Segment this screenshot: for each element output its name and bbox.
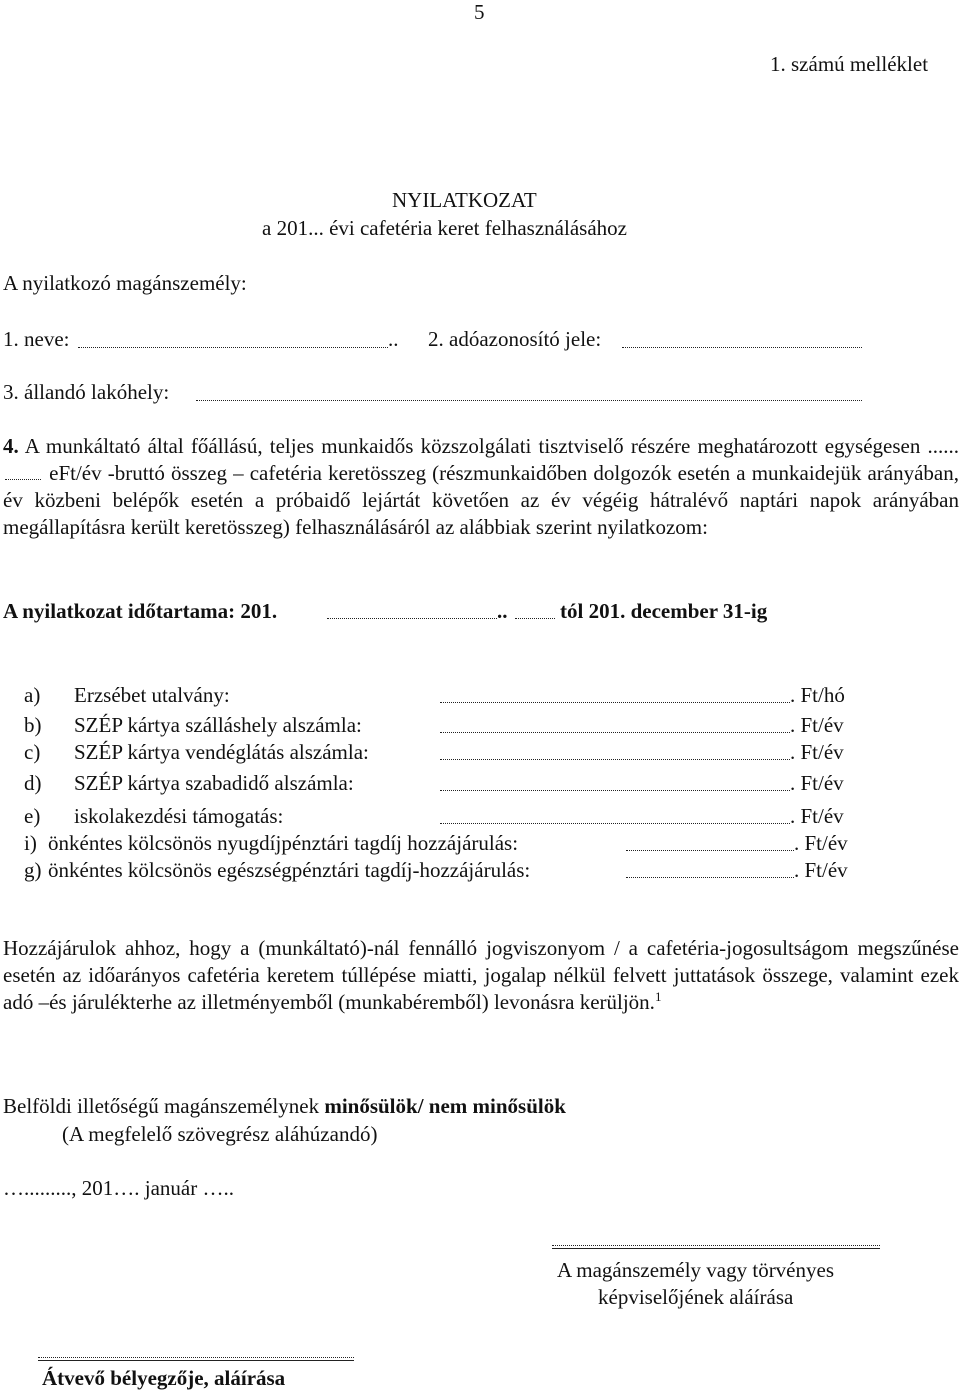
- signature-line-dots: [552, 1245, 880, 1246]
- residency-note: (A megfelelő szövegrész aláhúzandó): [62, 1122, 378, 1146]
- paragraph-text-b: eFt/év -bruttó összeg – cafetéria keretösszeg (részmunkaidőben dolgozók esetén a munkaidejük arányában, év közbeni belépők esetén a próbaidő lejártát követően az év végéig hátralévő naptári napok arányában megállapításra került keretösszeg) felhasználásáról az alábbiak szerint nyilatkozom:: [3, 461, 960, 539]
- item-i-unit: . Ft/év: [794, 831, 848, 855]
- item-b-letter: b): [24, 713, 42, 737]
- amount-field[interactable]: [5, 479, 41, 480]
- item-d-label: SZÉP kártya szabadidő alszámla:: [74, 771, 354, 795]
- name-label: 1. neve:: [3, 327, 70, 351]
- date-line: …........., 201…. január …..: [3, 1176, 234, 1200]
- item-d-amount-field[interactable]: [440, 790, 790, 791]
- item-a-unit: . Ft/hó: [790, 683, 845, 707]
- declarant-label: A nyilatkozó magánszemély:: [3, 271, 247, 295]
- period-mid: ..: [497, 599, 508, 623]
- paragraph-text-a: A munkáltató által főállású, teljes munkaidős közszolgálati tisztviselő részére meghatározott egységesen ......: [24, 434, 960, 458]
- signature-caption-2: képviselőjének aláírása: [598, 1285, 794, 1309]
- signature-line[interactable]: [552, 1248, 880, 1249]
- allowance-paragraph: [3, 433, 959, 541]
- item-e-letter: e): [24, 804, 41, 828]
- item-g-amount-field[interactable]: [626, 877, 794, 878]
- item-a-letter: a): [24, 683, 41, 707]
- item-i-label: önkéntes kölcsönös nyugdíjpénztári tagdíj hozzájárulás:: [48, 831, 519, 855]
- item-b-amount-field[interactable]: [440, 732, 790, 733]
- item-c-amount-field[interactable]: [440, 759, 790, 760]
- item-a-amount-field[interactable]: [440, 702, 790, 703]
- item-e-unit: . Ft/év: [790, 804, 844, 828]
- item-i-letter: i): [24, 831, 37, 855]
- tax-id-field[interactable]: [622, 347, 862, 348]
- residency-line: [3, 1096, 566, 1117]
- name-field[interactable]: [78, 347, 388, 348]
- consent-paragraph: [3, 935, 959, 1016]
- period-start-field[interactable]: [327, 618, 497, 619]
- signature-caption-1: A magánszemély vagy törvényes: [557, 1258, 834, 1282]
- item-g-label: önkéntes kölcsönös egészségpénztári tagdíj-hozzájárulás:: [48, 858, 531, 882]
- item-d-unit: . Ft/év: [790, 771, 844, 795]
- document-title: NYILATKOZAT: [392, 188, 537, 212]
- item-c-unit: . Ft/év: [790, 740, 844, 764]
- item-b-unit: . Ft/év: [790, 713, 844, 737]
- item-b-label: SZÉP kártya szálláshely alszámla:: [74, 713, 362, 737]
- item-a-label: Erzsébet utalvány:: [74, 683, 230, 707]
- receiver-signature-line[interactable]: [38, 1360, 354, 1361]
- item-e-amount-field[interactable]: [440, 823, 790, 824]
- paragraph-number: 4.: [3, 434, 19, 458]
- residency-choice[interactable]: minősülök/ nem minősülök: [324, 1094, 566, 1118]
- residency-text: Belföldi illetőségű magánszemélynek: [3, 1094, 325, 1118]
- name-field-tail: ..: [388, 327, 399, 351]
- item-c-label: SZÉP kártya vendéglátás alszámla:: [74, 740, 369, 764]
- item-g-unit: . Ft/év: [794, 858, 848, 882]
- footnote-marker: 1: [654, 989, 662, 1004]
- period-start-field-2[interactable]: [515, 618, 555, 619]
- receiver-signature-line-dots: [38, 1357, 354, 1358]
- period-tail: tól 201. december 31-ig: [560, 599, 768, 623]
- document-subtitle: a 201... évi cafetéria keret felhasználásához: [262, 216, 627, 240]
- address-field[interactable]: [196, 400, 862, 401]
- item-g-letter: g): [24, 858, 42, 882]
- item-e-label: iskolakezdési támogatás:: [74, 804, 284, 828]
- period-label: A nyilatkozat időtartama: 201.: [3, 599, 278, 623]
- item-d-letter: d): [24, 771, 42, 795]
- address-label: 3. állandó lakóhely:: [3, 380, 170, 404]
- tax-id-label: 2. adóazonosító jele:: [428, 327, 602, 351]
- annex-label: 1. számú melléklet: [770, 52, 929, 76]
- item-c-letter: c): [24, 740, 41, 764]
- receiver-caption: Átvevő bélyegzője, aláírása: [42, 1366, 286, 1390]
- page-number: 5: [474, 0, 485, 24]
- consent-text: Hozzájárulok ahhoz, hogy a (munkáltató)-nál fennálló jogviszonyom / a cafetéria-jogosultságom megszűnése esetén az időarányos cafetéria keretem túllépése miatti, jogalap nélkül felvett juttatások összege, valamint ezek adó –és járulékterhe az illetményemből (munkabéremből) levonásra kerüljön.: [3, 936, 959, 1014]
- item-i-amount-field[interactable]: [626, 850, 794, 851]
